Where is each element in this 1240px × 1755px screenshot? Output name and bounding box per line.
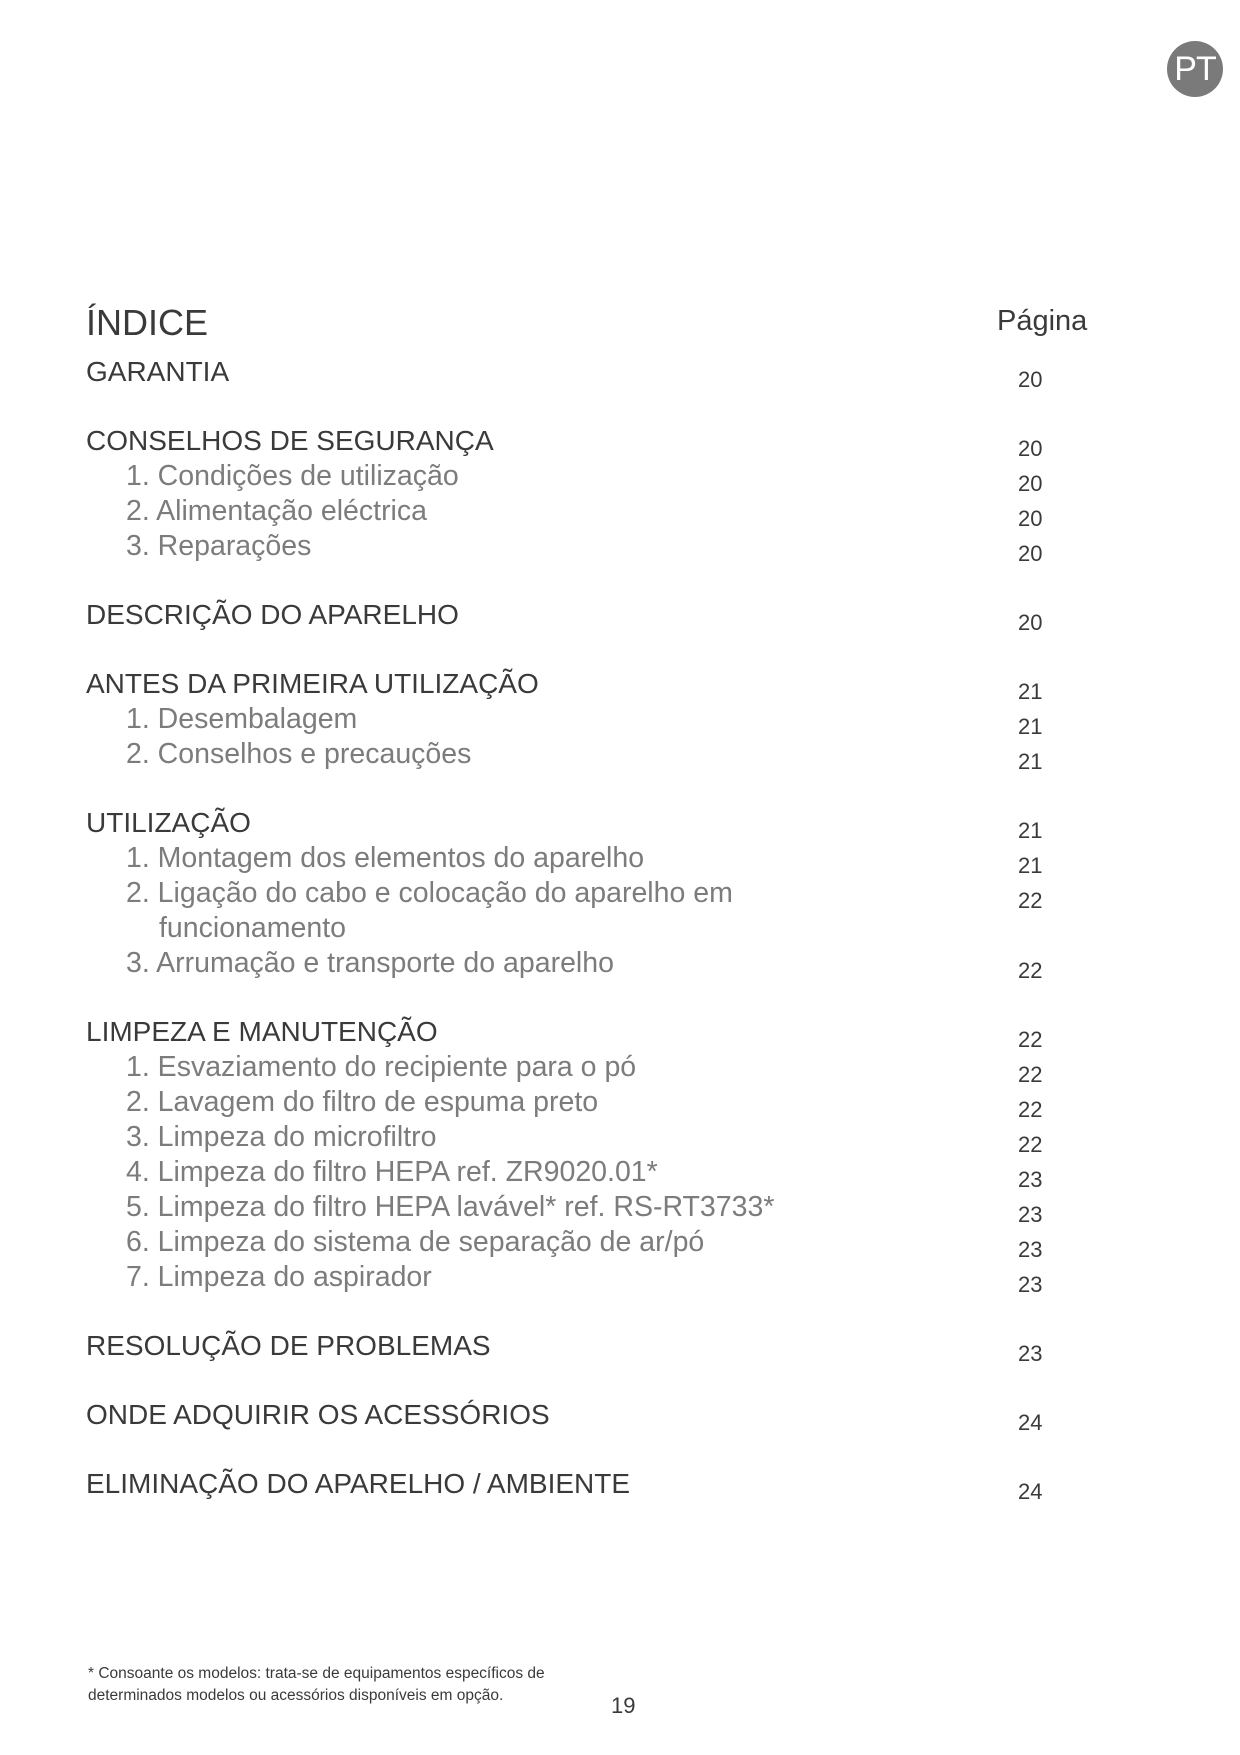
toc-page-number: 20 (1018, 506, 1043, 531)
toc-subsection-label: 3. Limpeza do microfiltro (126, 1121, 437, 1153)
toc-subsection-label: 1. Desembalagem (126, 703, 358, 735)
toc-subsection-label: 2. Alimentação eléctrica (126, 495, 427, 527)
toc-subsection (86, 1225, 1086, 1262)
toc-subsection (86, 841, 1086, 878)
toc-subsection-label: 3. Arrumação e transporte do aparelho (126, 947, 614, 979)
toc-page-number: 20 (1018, 436, 1043, 461)
toc-subsection-label: 1. Esvaziamento do recipiente para o pó (126, 1051, 637, 1083)
toc-subsection-label: 4. Limpeza do filtro HEPA ref. ZR9020.01* (126, 1156, 658, 1188)
toc-subsection (86, 494, 1086, 531)
footnote-line: * Consoante os modelos: trata-se de equipamentos específicos de (88, 1665, 545, 1682)
toc-page-number: 21 (1018, 679, 1043, 704)
toc-section-label: LIMPEZA E MANUTENÇÃO (86, 1016, 438, 1047)
toc-subsection-label: 3. Reparações (126, 530, 312, 562)
footnote-line: determinados modelos ou acessórios disponíveis em opção. (88, 1687, 504, 1704)
toc-page-number: 21 (1018, 749, 1043, 774)
toc-section-label: CONSELHOS DE SEGURANÇA (86, 425, 494, 456)
toc-subsection-label: 1. Condições de utilização (126, 460, 459, 492)
toc-section-utilizacao (86, 806, 1086, 843)
toc-page-number: 21 (1018, 853, 1043, 878)
toc-section-label: DESCRIÇÃO DO APARELHO (86, 599, 459, 630)
toc-subsection-label: funcionamento (159, 912, 346, 944)
toc-page-number: 23 (1018, 1167, 1043, 1192)
toc-subsection-label: 2. Lavagem do filtro de espuma preto (126, 1086, 599, 1118)
toc-subsection (86, 1120, 1086, 1157)
toc-subsection (86, 737, 1086, 774)
toc-subsection-label: 7. Limpeza do aspirador (126, 1261, 432, 1293)
toc-subsection (86, 876, 1086, 913)
language-badge: PT (1167, 41, 1223, 97)
toc-subsection (86, 1050, 1086, 1087)
page-number: 19 (611, 1693, 636, 1718)
toc-section-label: RESOLUÇÃO DE PROBLEMAS (86, 1330, 491, 1361)
toc-section-label: ONDE ADQUIRIR OS ACESSÓRIOS (86, 1399, 550, 1430)
toc-section-label: GARANTIA (86, 356, 230, 387)
toc-page-number: 22 (1018, 888, 1043, 913)
toc-page-number: 22 (1018, 1097, 1043, 1122)
toc-page-number: 22 (1018, 1062, 1043, 1087)
toc-section-acessorios (86, 1398, 1086, 1435)
toc-title: ÍNDICE (86, 302, 209, 343)
toc-subsection-label: 2. Ligação do cabo e colocação do aparelho em (126, 877, 733, 909)
toc-section-garantia (86, 355, 1086, 392)
toc-section-descricao (86, 598, 1086, 635)
toc-page-number: 21 (1018, 818, 1043, 843)
toc-section-limpeza (86, 1015, 1086, 1052)
toc-page-number: 23 (1018, 1341, 1043, 1366)
toc-page-number: 22 (1018, 1132, 1043, 1157)
toc-subsection-label: 6. Limpeza do sistema de separação de ar/pó (126, 1226, 705, 1258)
page-column-heading: Página (997, 305, 1088, 337)
toc-section-label: ANTES DA PRIMEIRA UTILIZAÇÃO (86, 668, 539, 699)
toc-section-antes (86, 667, 1086, 704)
toc-page-number: 22 (1018, 1027, 1043, 1052)
toc-subsection (86, 1085, 1086, 1122)
toc-page-number: 23 (1018, 1237, 1043, 1262)
toc-subsection-continuation (86, 911, 1086, 945)
toc-page-number: 24 (1018, 1410, 1043, 1435)
toc-subsection-label: 1. Montagem dos elementos do aparelho (126, 842, 645, 874)
toc-section-conselhos (86, 424, 1086, 461)
toc-subsection (86, 459, 1086, 496)
footnote (88, 1663, 648, 1707)
toc-page-number: 21 (1018, 714, 1043, 739)
toc-page-number: 20 (1018, 367, 1043, 392)
toc-subsection (86, 1260, 1086, 1297)
toc-subsection (86, 702, 1086, 739)
toc-page-number: 22 (1018, 958, 1043, 983)
toc-page-number: 20 (1018, 471, 1043, 496)
toc-page-number: 23 (1018, 1202, 1043, 1227)
toc-subsection-label: 2. Conselhos e precauções (126, 738, 472, 770)
toc-page-number: 23 (1018, 1272, 1043, 1297)
toc-section-eliminacao (86, 1467, 1086, 1504)
toc-page-number: 20 (1018, 610, 1043, 635)
toc-subsection (86, 1190, 1086, 1227)
toc-page-number: 20 (1018, 541, 1043, 566)
toc-subsection (86, 946, 1086, 983)
toc-section-resolucao (86, 1329, 1086, 1366)
toc-section-label: UTILIZAÇÃO (86, 807, 251, 838)
toc-subsection (86, 529, 1086, 566)
toc-subsection (86, 1155, 1086, 1192)
toc-subsection-label: 5. Limpeza do filtro HEPA lavável* ref. RS-RT3733* (126, 1191, 775, 1223)
toc-page-number: 24 (1018, 1479, 1043, 1504)
toc-section-label: ELIMINAÇÃO DO APARELHO / AMBIENTE (86, 1468, 631, 1499)
